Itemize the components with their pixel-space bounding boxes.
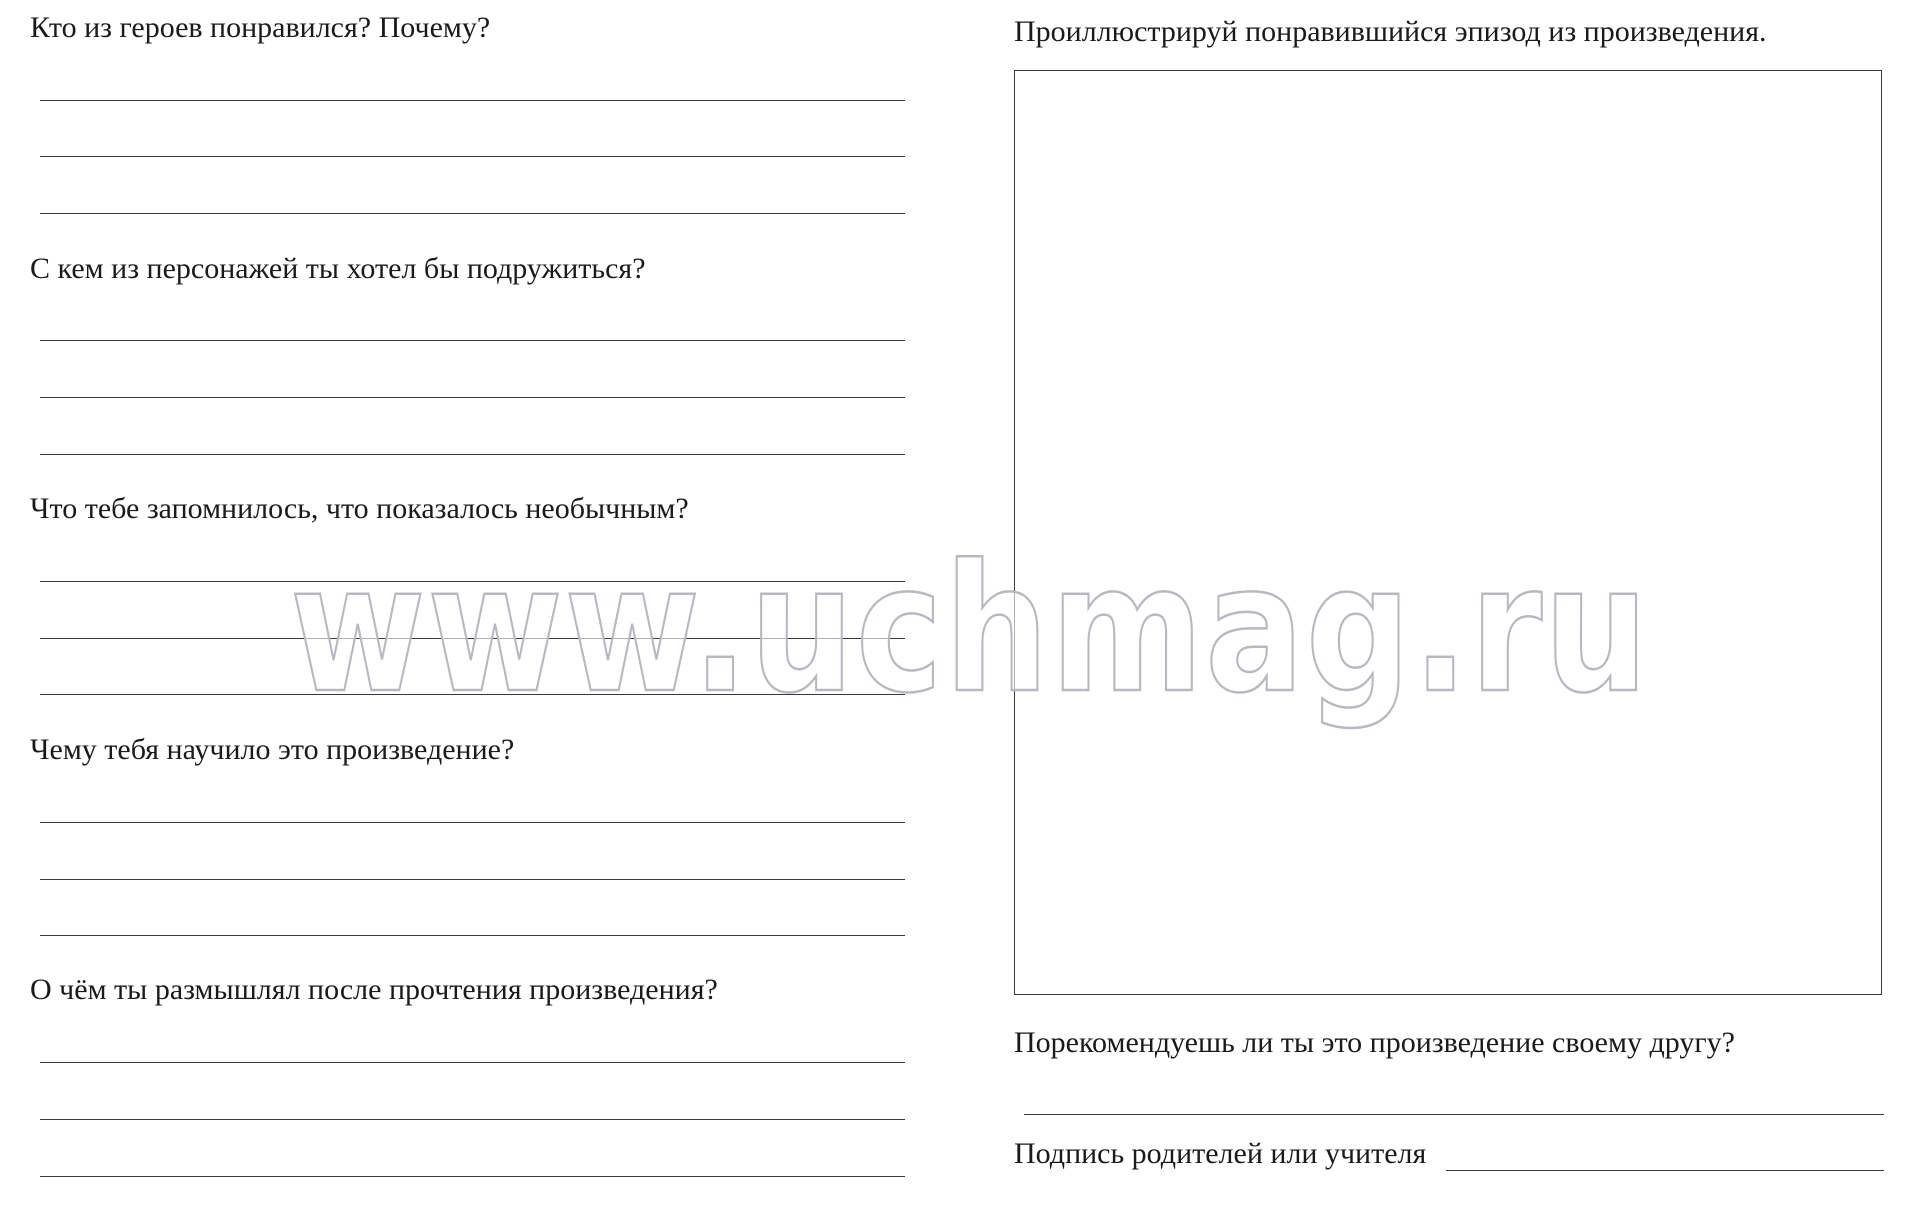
answer-line[interactable] [40,935,905,936]
answer-line[interactable] [40,879,905,880]
answer-line[interactable] [40,581,905,582]
question-make-friends: С кем из персонажей ты хотел бы подружиться? [30,252,646,285]
signature-label: Подпись родителей или учителя [1014,1137,1427,1170]
illustration-drawing-box[interactable] [1014,70,1882,995]
answer-line[interactable] [40,340,905,341]
question-lesson-learned: Чему тебя научило это произведение? [30,733,515,766]
answer-line[interactable] [40,100,905,101]
answer-line[interactable] [40,213,905,214]
signature-row [1014,1136,1884,1176]
answer-line[interactable] [40,822,905,823]
answer-line[interactable] [40,1176,905,1177]
question-favorite-hero: Кто из героев понравился? Почему? [30,11,491,44]
signature-line[interactable] [1446,1170,1884,1171]
answer-line[interactable] [40,156,905,157]
question-memorable: Что тебе запомнилось, что показалось необычным? [30,492,689,525]
answer-line[interactable] [40,454,905,455]
question-reflections: О чём ты размышлял после прочтения произведения? [30,973,718,1006]
answer-line[interactable] [40,694,905,695]
answer-line[interactable] [40,1062,905,1063]
illustration-prompt: Проиллюстрируй понравившийся эпизод из произведения. [1014,15,1767,48]
recommend-answer-line[interactable] [1024,1114,1884,1115]
answer-line[interactable] [40,397,905,398]
question-recommend: Порекомендуешь ли ты это произведение своему другу? [1014,1026,1735,1059]
answer-line[interactable] [40,1119,905,1120]
answer-line[interactable] [40,638,905,639]
watermark-text: www.uchmag.ru [290,527,1650,732]
